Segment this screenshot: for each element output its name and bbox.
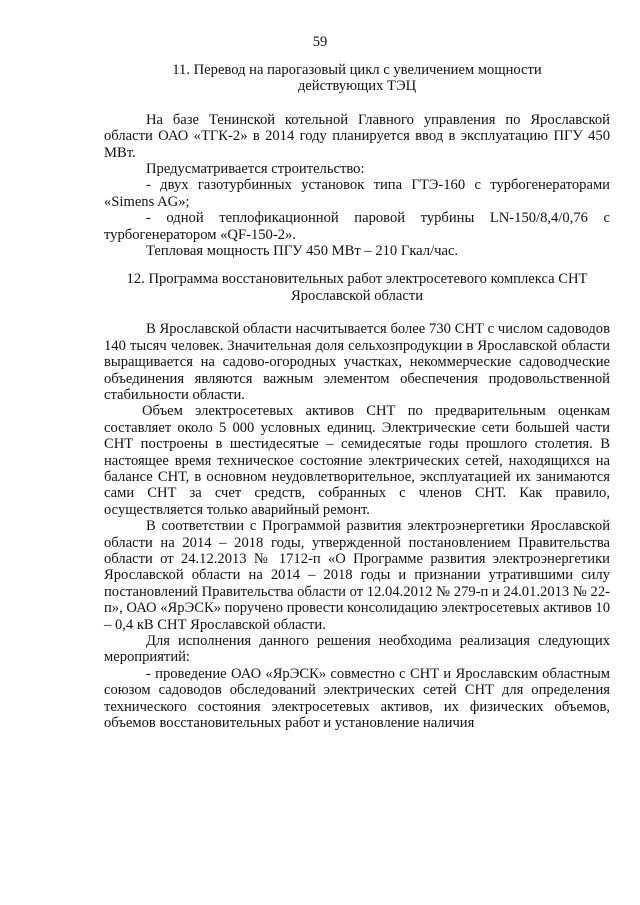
- section-11-paragraph: На базе Тенинской котельной Главного управления по Ярославской области ОАО «ТГК-2» в 2014 году планируется ввод в эксплуатацию ПГУ 450 МВт.: [104, 111, 610, 161]
- section-12-title-line2: Ярославской области: [290, 287, 424, 304]
- section-11-paragraph: Тепловая мощность ПГУ 450 МВт – 210 Гкал/час.: [146, 243, 459, 260]
- section-11-list-item: - одной теплофикационной паровой турбины LN-150/8,4/0,76 с турбогенератором «QF-150-2».: [104, 210, 610, 243]
- page-number: 59: [312, 34, 328, 50]
- section-11-list-item: - двух газотурбинных установок типа ГТЭ-160 с турбогенераторами «Simens AG»;: [104, 177, 610, 210]
- section-12-paragraph: Объем электросетевых активов СНТ по предварительным оценкам составляет около 5 000 условных единиц. Электрические сети большей части СНТ построены в шестидесятые – семидесятые годы прошлого столетия. В настоящее время техническое состояние электрических сетей, находящихся на балансе СНТ, в основном неудовлетворительное, эксплуатацией их занимаются сами СНТ за счет средств, собранных с членов СНТ. Как правило, осуществляется только аварийный ремонт.: [104, 403, 610, 518]
- section-12-paragraph: В Ярославской области насчитывается более 730 СНТ с числом садоводов 140 тысяч человек. Значительная доля сельхозпродукции в Ярославской области выращивается на садово-огородных участках, некоммерческие садоводческие объединения являются важным элементом обеспечения продовольственной стабильности области.: [104, 321, 610, 403]
- section-12-list-item: - проведение ОАО «ЯрЭСК» совместно с СНТ и Ярославским областным союзом садоводов обследований электрических сетей СНТ для определения технического состояния электросетевых активов, их физических объемов, объемов восстановительных работ и установление наличия: [104, 665, 610, 732]
- section-12-paragraph: В соответствии с Программой развития электроэнергетики Ярославской области на 2014 – 2018 годы, утвержденной постановлением Правительства области от 24.12.2013 № 1712-п «О Программе развития электроэнергетики Ярославской области на 2014 – 2018 годы и признании утратившими силу постановлений Правительства области от 12.04.2012 № 279-п и 24.01.2013 № 22-п», ОАО «ЯрЭСК» поручено провести консолидацию электросетевых активов 10 – 0,4 кВ СНТ Ярославской области.: [104, 518, 610, 633]
- section-12-paragraph: Для исполнения данного решения необходима реализация следующих мероприятий:: [104, 633, 610, 666]
- section-12-heading: [104, 271, 610, 304]
- section-11-paragraph: Предусматривается строительство:: [146, 161, 365, 178]
- section-11-heading: [104, 62, 610, 95]
- section-11-title-line2: действующих ТЭЦ: [297, 78, 417, 95]
- section-11-title-line1: 11. Перевод на парогазовый цикл с увеличением мощности: [172, 62, 542, 78]
- section-12-title-line1: 12. Программа восстановительных работ электросетевого комплекса СНТ: [126, 271, 588, 288]
- page-content: [104, 62, 610, 731]
